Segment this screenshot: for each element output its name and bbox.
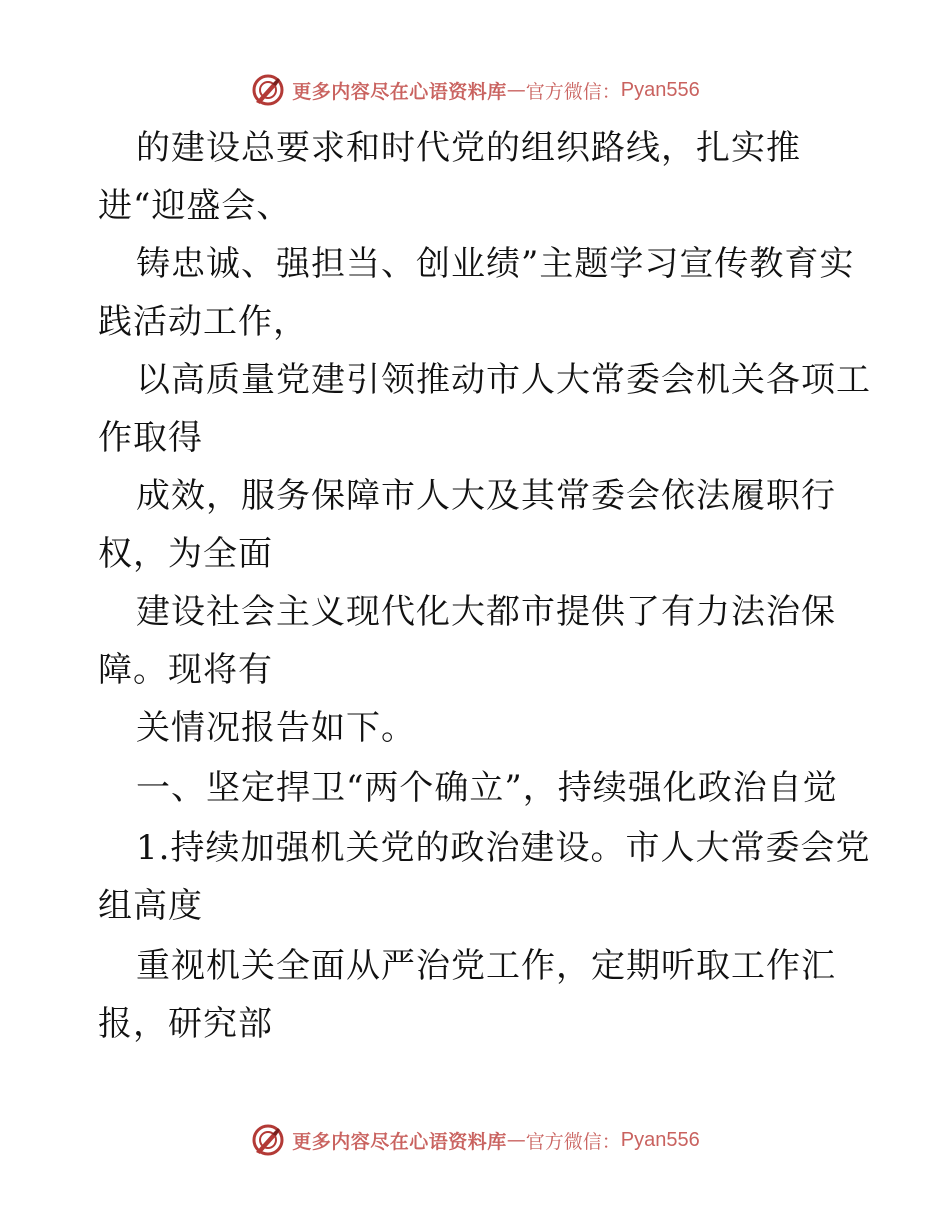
footer-banner xyxy=(0,1120,950,1160)
body-line-13: 1.持续加强机关党的政治建设。市人大常委会党 xyxy=(136,828,871,868)
body-line-9: 建设社会主义现代化大都市提供了有力法治保 xyxy=(136,592,836,632)
footer-site-name: 更多内容尽在心语资料库 xyxy=(292,1130,507,1153)
header-dash: — xyxy=(506,79,526,101)
section-heading-1: 一、坚定捍卫“两个确立”，持续强化政治自觉 xyxy=(136,768,838,808)
footer-wechat-label: 官方微信： xyxy=(525,1130,621,1153)
body-line-11: 关情况报告如下。 xyxy=(136,708,416,748)
body-line-6: 作取得 xyxy=(98,418,203,458)
body-line-10: 障。现将有 xyxy=(98,650,273,690)
body-line-2: 进“迎盛会、 xyxy=(98,186,292,226)
header-site-name: 更多内容尽在心语资料库 xyxy=(292,80,507,103)
header-wechat-label: 官方微信： xyxy=(525,80,621,103)
body-line-4: 践活动工作， xyxy=(98,302,308,342)
body-line-3: 铸忠诚、强担当、创业绩”主题学习宣传教育实 xyxy=(136,244,855,284)
body-line-5: 以高质量党建引领推动市人大常委会机关各项工 xyxy=(136,360,871,400)
body-line-1: 的建设总要求和时代党的组织路线，扎实推 xyxy=(136,128,801,168)
body-line-8: 权，为全面 xyxy=(98,534,273,574)
body-line-7: 成效，服务保障市人大及其常委会依法履职行 xyxy=(136,476,836,516)
footer-dash: — xyxy=(506,1129,526,1151)
body-line-16: 报，研究部 xyxy=(98,1004,273,1044)
header-wechat-id: Pyan556 xyxy=(620,78,700,101)
header-banner xyxy=(0,70,950,110)
body-line-15: 重视机关全面从严治党工作，定期听取工作汇 xyxy=(136,946,836,986)
footer-wechat-id: Pyan556 xyxy=(620,1128,700,1151)
pen-logo-icon xyxy=(250,1122,286,1158)
pen-logo-icon xyxy=(250,72,286,108)
body-line-14: 组高度 xyxy=(98,886,203,926)
